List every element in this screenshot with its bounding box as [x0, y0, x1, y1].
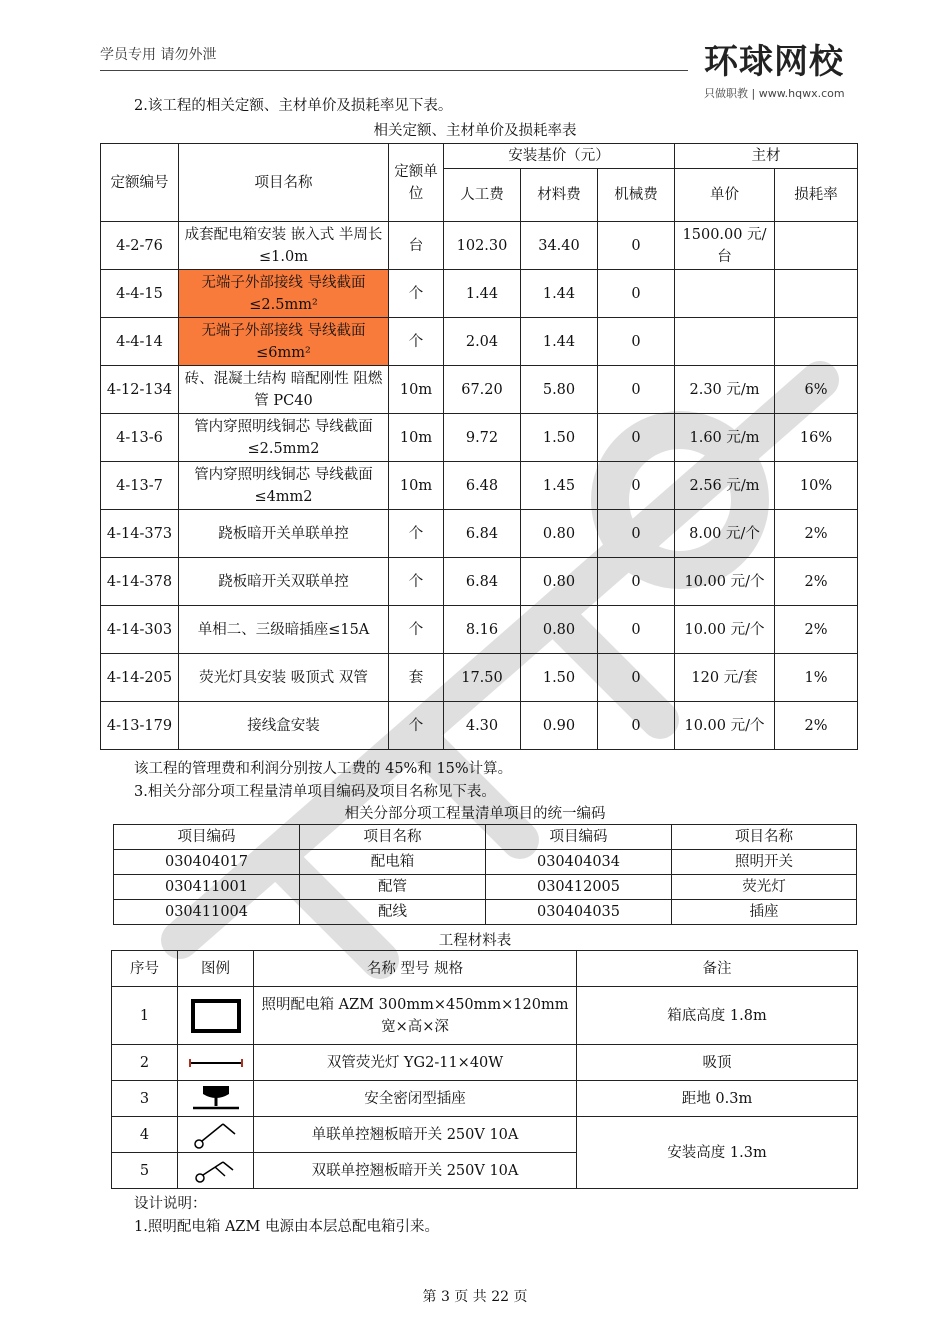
cell-name: 单相二、三级暗插座≤15A — [179, 606, 389, 654]
cell-name: 照明配电箱 AZM 300mm×450mm×120mm 宽×高×深 — [254, 987, 577, 1045]
cell-unit: 个 — [389, 558, 444, 606]
cell-loss: 2% — [775, 606, 858, 654]
single-switch-icon — [178, 1117, 254, 1153]
cell: 照明开关 — [672, 850, 857, 875]
socket-icon — [178, 1081, 254, 1117]
code-table — [113, 824, 857, 925]
cell-price: 1500.00 元/台 — [675, 222, 775, 270]
cell-machine: 0 — [598, 270, 675, 318]
cell-price: 10.00 元/个 — [675, 558, 775, 606]
cell-labor: 4.30 — [444, 702, 521, 750]
cell: 030412005 — [486, 875, 672, 900]
header-rule — [100, 70, 688, 71]
t3-header: 图例 — [178, 951, 254, 987]
cell-unit: 个 — [389, 318, 444, 366]
logo — [704, 34, 874, 100]
cell-name: 安全密闭型插座 — [254, 1081, 577, 1117]
cell-labor: 1.44 — [444, 270, 521, 318]
cell-code: 4-14-303 — [101, 606, 179, 654]
cell-unit: 套 — [389, 654, 444, 702]
cell-labor: 102.30 — [444, 222, 521, 270]
cell-name: 荧光灯具安装 吸顶式 双管 — [179, 654, 389, 702]
cell-code: 4-14-378 — [101, 558, 179, 606]
cell-labor: 6.84 — [444, 510, 521, 558]
cell-loss: 2% — [775, 510, 858, 558]
cell: 030404017 — [114, 850, 300, 875]
cell-code: 4-13-7 — [101, 462, 179, 510]
table-row — [101, 606, 858, 654]
cell-machine: 0 — [598, 606, 675, 654]
cell-material: 1.50 — [521, 414, 598, 462]
table3-title: 工程材料表 — [438, 933, 512, 949]
cell-machine: 0 — [598, 414, 675, 462]
cell-name: 双联单控翘板暗开关 250V 10A — [254, 1153, 577, 1189]
th-base: 安装基价（元） — [444, 144, 675, 169]
cell-machine: 0 — [598, 510, 675, 558]
cell-name: 单联单控翘板暗开关 250V 10A — [254, 1117, 577, 1153]
cell-loss — [775, 222, 858, 270]
cell-loss: 10% — [775, 462, 858, 510]
table2-title: 相关分部分项工程量清单项目的统一编码 — [344, 806, 606, 822]
cell-material: 0.90 — [521, 702, 598, 750]
cell-labor: 8.16 — [444, 606, 521, 654]
double-switch-icon — [178, 1153, 254, 1189]
design-item-1: 1.照明配电箱 AZM 电源由本层总配电箱引来。 — [134, 1219, 439, 1235]
cell-loss: 2% — [775, 702, 858, 750]
table-row — [101, 414, 858, 462]
cell: 配电箱 — [300, 850, 486, 875]
cell-no: 5 — [112, 1153, 178, 1189]
table-row — [101, 366, 858, 414]
cell: 荧光灯 — [672, 875, 857, 900]
th-material: 材料费 — [521, 169, 598, 222]
cell-name: 接线盒安装 — [179, 702, 389, 750]
cell-unit: 10m — [389, 366, 444, 414]
cell-unit: 个 — [389, 606, 444, 654]
table-row — [112, 987, 858, 1045]
cell-note: 吸顶 — [577, 1045, 858, 1081]
cell-code: 4-4-14 — [101, 318, 179, 366]
cell-unit: 10m — [389, 414, 444, 462]
cell-price: 120 元/套 — [675, 654, 775, 702]
cell-labor: 17.50 — [444, 654, 521, 702]
cell-loss: 16% — [775, 414, 858, 462]
cell-no: 2 — [112, 1045, 178, 1081]
cell-note: 距地 0.3m — [577, 1081, 858, 1117]
cell-price: 1.60 元/m — [675, 414, 775, 462]
table-row — [112, 1045, 858, 1081]
cell-code: 4-13-179 — [101, 702, 179, 750]
table-row — [114, 875, 857, 900]
cell-name: 无端子外部接线 导线截面≤2.5mm² — [179, 270, 389, 318]
cell-name: 砖、混凝土结构 暗配刚性 阻燃管 PC40 — [179, 366, 389, 414]
th-name: 项目名称 — [179, 144, 389, 222]
cell-material: 5.80 — [521, 366, 598, 414]
cell-no: 3 — [112, 1081, 178, 1117]
t2-header: 项目名称 — [300, 825, 486, 850]
cell-code: 4-13-6 — [101, 414, 179, 462]
cell-loss: 2% — [775, 558, 858, 606]
header-left-text: 学员专用 请勿外泄 — [100, 47, 217, 63]
cell-code: 4-4-15 — [101, 270, 179, 318]
cell-material: 0.80 — [521, 606, 598, 654]
cell-unit: 个 — [389, 510, 444, 558]
table-row — [101, 222, 858, 270]
table-row — [114, 900, 857, 925]
distribution-box-icon — [178, 987, 254, 1045]
th-price: 单价 — [675, 169, 775, 222]
th-labor: 人工费 — [444, 169, 521, 222]
cell-name: 成套配电箱安装 嵌入式 半周长≤1.0m — [179, 222, 389, 270]
cell-name: 跷板暗开关单联单控 — [179, 510, 389, 558]
cell-loss: 1% — [775, 654, 858, 702]
t2-header: 项目编码 — [114, 825, 300, 850]
cell-unit: 个 — [389, 270, 444, 318]
cell-labor: 67.20 — [444, 366, 521, 414]
cell: 030404035 — [486, 900, 672, 925]
cell-material: 0.80 — [521, 558, 598, 606]
quota-table — [100, 143, 858, 750]
cell-material: 1.45 — [521, 462, 598, 510]
cell-material: 1.50 — [521, 654, 598, 702]
cell-no: 4 — [112, 1117, 178, 1153]
cell-labor: 6.48 — [444, 462, 521, 510]
section3-line: 3.相关分部分项工程量清单项目编码及项目名称见下表。 — [134, 784, 496, 800]
table-row — [101, 702, 858, 750]
page-footer: 第 3 页 共 22 页 — [422, 1289, 528, 1305]
table-row — [101, 654, 858, 702]
cell-note: 安装高度 1.3m — [577, 1117, 858, 1189]
note-line: 该工程的管理费和利润分别按人工费的 45%和 15%计算。 — [134, 761, 513, 777]
cell: 插座 — [672, 900, 857, 925]
cell-machine: 0 — [598, 318, 675, 366]
cell-no: 1 — [112, 987, 178, 1045]
material-table — [111, 950, 858, 1189]
cell-loss — [775, 270, 858, 318]
cell: 030404034 — [486, 850, 672, 875]
cell-price: 8.00 元/个 — [675, 510, 775, 558]
table-row — [101, 558, 858, 606]
cell-loss — [775, 318, 858, 366]
cell-material: 1.44 — [521, 270, 598, 318]
cell-material: 0.80 — [521, 510, 598, 558]
cell-code: 4-14-373 — [101, 510, 179, 558]
intro-line: 2.该工程的相关定额、主材单价及损耗率见下表。 — [134, 98, 453, 114]
table-row — [101, 270, 858, 318]
t3-header: 备注 — [577, 951, 858, 987]
cell-unit: 个 — [389, 702, 444, 750]
table-row — [112, 1081, 858, 1117]
th-machine: 机械费 — [598, 169, 675, 222]
fluorescent-lamp-icon — [178, 1045, 254, 1081]
cell-machine: 0 — [598, 366, 675, 414]
cell-name: 双管荧光灯 YG2-11×40W — [254, 1045, 577, 1081]
table-row — [101, 510, 858, 558]
cell-name: 无端子外部接线 导线截面≤6mm² — [179, 318, 389, 366]
cell-name: 跷板暗开关双联单控 — [179, 558, 389, 606]
cell: 配线 — [300, 900, 486, 925]
t2-header: 项目编码 — [486, 825, 672, 850]
logo-subtitle: 只做职教 | www.hqwx.com — [704, 87, 845, 100]
cell-machine: 0 — [598, 222, 675, 270]
cell-price — [675, 318, 775, 366]
cell-price: 10.00 元/个 — [675, 702, 775, 750]
cell-labor: 6.84 — [444, 558, 521, 606]
th-main: 主材 — [675, 144, 858, 169]
cell-price: 2.30 元/m — [675, 366, 775, 414]
th-code: 定额编号 — [101, 144, 179, 222]
table-row — [114, 850, 857, 875]
cell-labor: 9.72 — [444, 414, 521, 462]
cell-price: 10.00 元/个 — [675, 606, 775, 654]
cell-unit: 10m — [389, 462, 444, 510]
t2-header: 项目名称 — [672, 825, 857, 850]
th-loss: 损耗率 — [775, 169, 858, 222]
logo-text: 环球网校 — [704, 42, 844, 82]
table-row — [101, 318, 858, 366]
cell: 030411004 — [114, 900, 300, 925]
cell: 030411001 — [114, 875, 300, 900]
cell-code: 4-12-134 — [101, 366, 179, 414]
table-row — [112, 1117, 858, 1153]
cell-material: 34.40 — [521, 222, 598, 270]
cell-labor: 2.04 — [444, 318, 521, 366]
table-row — [101, 462, 858, 510]
cell-name: 管内穿照明线铜芯 导线截面≤4mm2 — [179, 462, 389, 510]
table1-title: 相关定额、主材单价及损耗率表 — [373, 123, 577, 139]
cell-material: 1.44 — [521, 318, 598, 366]
cell-machine: 0 — [598, 462, 675, 510]
cell-machine: 0 — [598, 558, 675, 606]
design-title: 设计说明： — [134, 1196, 207, 1212]
cell-name: 管内穿照明线铜芯 导线截面≤2.5mm2 — [179, 414, 389, 462]
cell-machine: 0 — [598, 702, 675, 750]
cell-note: 箱底高度 1.8m — [577, 987, 858, 1045]
cell: 配管 — [300, 875, 486, 900]
cell-code: 4-2-76 — [101, 222, 179, 270]
t3-header: 名称 型号 规格 — [254, 951, 577, 987]
cell-price: 2.56 元/m — [675, 462, 775, 510]
cell-unit: 台 — [389, 222, 444, 270]
cell-price — [675, 270, 775, 318]
cell-loss: 6% — [775, 366, 858, 414]
cell-code: 4-14-205 — [101, 654, 179, 702]
th-unit: 定额单位 — [389, 144, 444, 222]
t3-header: 序号 — [112, 951, 178, 987]
cell-machine: 0 — [598, 654, 675, 702]
